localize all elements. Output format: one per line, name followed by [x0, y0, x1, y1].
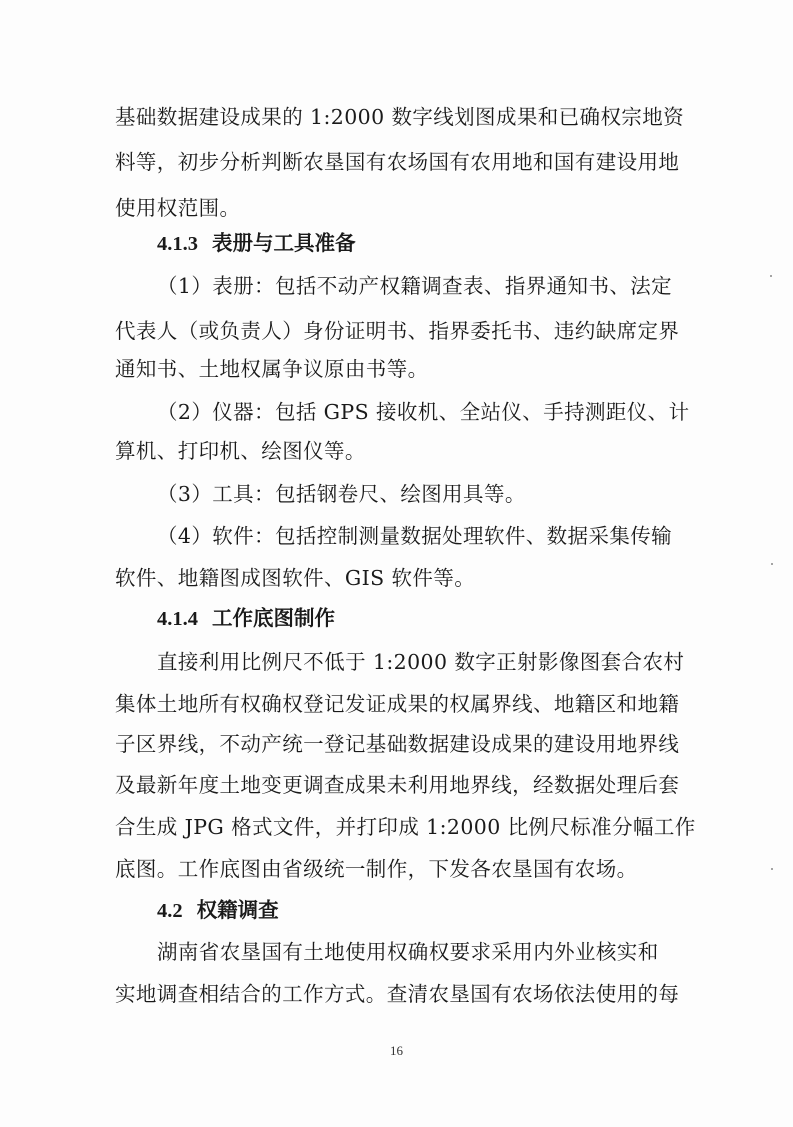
body-text-line: 实地调查相结合的工作方式。查清农垦国有农场依法使用的每 [115, 982, 680, 1006]
body-text-line: 集体土地所有权确权登记发证成果的权属界线、地籍区和地籍 [115, 692, 680, 716]
body-text-line: 及最新年度土地变更调查成果未利用地界线，经数据处理后套 [115, 773, 680, 797]
heading-title: 权籍调查 [196, 898, 279, 922]
body-text-line: 基础数据建设成果的 1:2000 数字线划图成果和已确权宗地资 [115, 105, 685, 129]
scan-speck [770, 275, 772, 277]
scan-speck [771, 868, 773, 870]
body-text-line: （3）工具：包括钢卷尺、绘图用具等。 [157, 482, 526, 506]
body-text-line: （2）仪器：包括 GPS 接收机、全站仪、手持测距仪、计 [157, 400, 690, 424]
heading-title: 表册与工具准备 [212, 231, 356, 255]
page-number: 16 [390, 1043, 403, 1058]
body-text-line: 代表人（或负责人）身份证明书、指界委托书、违约缺席定界 [115, 319, 680, 343]
body-text-line: （4）软件：包括控制测量数据处理软件、数据采集传输 [157, 524, 673, 548]
section-heading-4-2 [157, 892, 279, 929]
body-text-line: 合生成 JPG 格式文件，并打印成 1:2000 比例尺标准分幅工作 [115, 815, 696, 839]
heading-number: 4.1.3 [157, 233, 198, 255]
body-text-line: （1）表册：包括不动产权籍调查表、指界通知书、法定 [157, 274, 673, 298]
heading-title: 工作底图制作 [212, 606, 335, 630]
body-text-line: 子区界线，不动产统一登记基础数据建设成果的建设用地界线 [115, 732, 680, 756]
body-text-line: 软件、地籍图成图软件、GIS 软件等。 [115, 566, 476, 590]
body-text-line: 使用权范围。 [115, 196, 241, 220]
scan-speck [771, 563, 773, 565]
heading-number: 4.2 [157, 900, 183, 922]
body-text-line: 直接利用比例尺不低于 1:2000 数字正射影像图套合农村 [157, 650, 685, 674]
body-text-line: 料等，初步分析判断农垦国有农场国有农用地和国有建设用地 [115, 150, 680, 174]
body-text-line: 算机、打印机、绘图仪等。 [115, 439, 366, 463]
heading-number: 4.1.4 [157, 608, 198, 630]
body-text-line: 通知书、土地权属争议原由书等。 [115, 357, 429, 381]
body-text-line: 湖南省农垦国有土地使用权确权要求采用内外业核实和 [157, 940, 659, 964]
section-heading-4-1-3 [157, 225, 356, 262]
section-heading-4-1-4 [157, 600, 335, 637]
body-text-line: 底图。工作底图由省级统一制作，下发各农垦国有农场。 [115, 857, 638, 881]
